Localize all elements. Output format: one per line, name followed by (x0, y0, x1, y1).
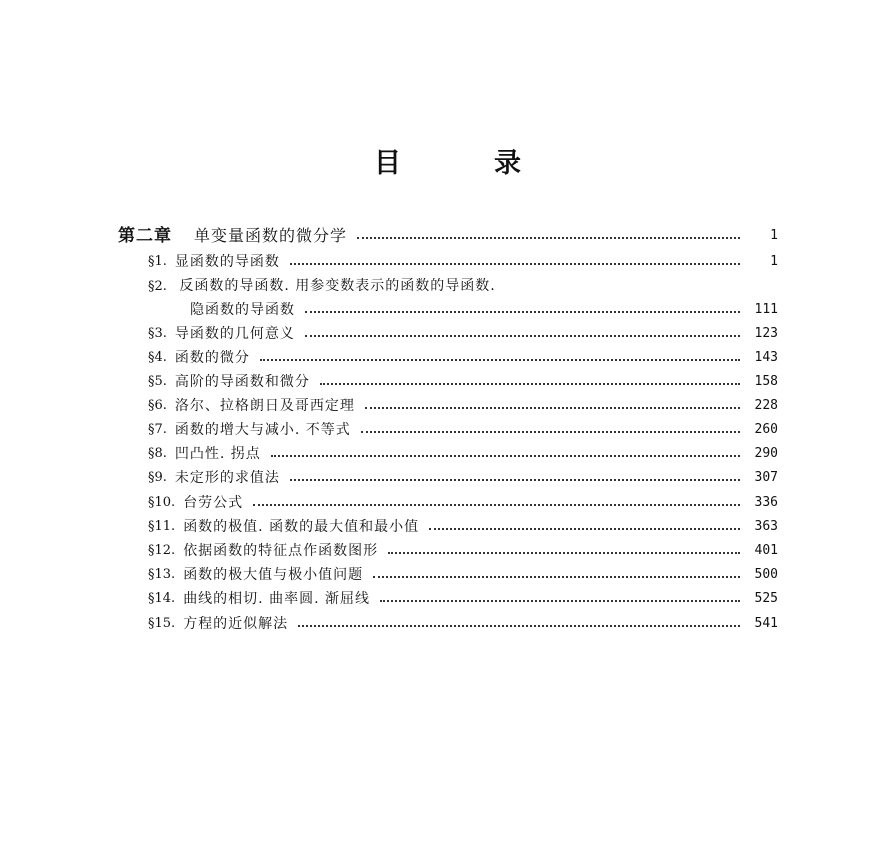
toc-entry[interactable] (0, 274, 870, 298)
dot-leader (253, 504, 740, 506)
section-title: 方程的近似解法 (183, 616, 289, 632)
dot-leader (380, 600, 740, 602)
section-number: §2. (148, 279, 167, 294)
section-title: 函数的增大与减小. 不等式 (174, 422, 351, 438)
section-page: 228 (754, 398, 778, 413)
toc-entry[interactable] (0, 587, 870, 611)
section-title: 曲线的相切. 曲率圆. 渐屈线 (183, 591, 370, 607)
section-title: 洛尔、拉格朗日及哥西定理 (174, 398, 355, 414)
section-page: 307 (754, 470, 778, 485)
section-number: §12. (148, 543, 176, 558)
section-number: §8. (148, 446, 167, 461)
section-page: 123 (754, 326, 778, 341)
toc-entry[interactable] (0, 515, 870, 539)
toc-entry[interactable] (0, 539, 870, 563)
dot-leader (290, 479, 740, 481)
dot-leader (388, 552, 740, 554)
dot-leader (305, 311, 740, 313)
section-title: 凹凸性. 拐点 (174, 446, 261, 462)
section-title-continued: 隐函数的导函数 (190, 302, 295, 318)
section-page: 336 (754, 495, 778, 510)
toc-entry[interactable] (0, 394, 870, 418)
section-number: §6. (148, 398, 167, 413)
toc-entry[interactable] (0, 612, 870, 636)
page-title (0, 148, 870, 188)
dot-leader (271, 455, 740, 457)
section-title: 高阶的导函数和微分 (174, 374, 310, 390)
toc-entry[interactable] (0, 346, 870, 370)
dot-leader (290, 263, 740, 265)
dot-leader (320, 383, 740, 385)
section-title: 显函数的导函数 (174, 254, 280, 270)
section-page: 525 (754, 591, 778, 606)
section-page: 1 (770, 254, 778, 269)
section-title: 台劳公式 (183, 495, 244, 511)
section-title: 函数的极值. 函数的最大值和最小值 (183, 519, 420, 535)
section-number: §7. (148, 422, 167, 437)
section-number: §9. (148, 470, 167, 485)
section-title: 未定形的求值法 (174, 470, 280, 486)
toc-entry[interactable] (0, 322, 870, 346)
section-number: §10. (148, 495, 176, 510)
chapter-number: 第二章 (118, 226, 172, 246)
toc-entry[interactable] (0, 370, 870, 394)
dot-leader (298, 625, 740, 627)
section-page: 111 (754, 302, 778, 317)
toc-chapter-row[interactable] (0, 224, 870, 248)
dot-leader (260, 359, 740, 361)
section-number: §11. (148, 519, 176, 534)
toc-entry[interactable] (0, 250, 870, 274)
toc-entry[interactable] (0, 563, 870, 587)
section-title: 依据函数的特征点作函数图形 (183, 543, 379, 559)
section-title: 函数的极大值与极小值问题 (183, 567, 364, 583)
chapter-title: 单变量函数的微分学 (194, 226, 348, 245)
section-page: 158 (754, 374, 778, 389)
toc-entry[interactable] (0, 418, 870, 442)
section-number: §4. (148, 350, 167, 365)
dot-leader (429, 528, 740, 530)
toc-entry[interactable] (0, 466, 870, 490)
section-number: §3. (148, 326, 167, 341)
section-page: 260 (754, 422, 778, 437)
section-number: §14. (148, 591, 176, 606)
section-page: 363 (754, 519, 778, 534)
dot-leader (361, 431, 740, 433)
section-page: 401 (754, 543, 778, 558)
dot-leader (365, 407, 740, 409)
section-number: §15. (148, 616, 176, 631)
section-title: 反函数的导函数. 用参变数表示的函数的导函数. (179, 278, 496, 294)
section-number: §5. (148, 374, 167, 389)
section-title: 函数的微分 (174, 350, 250, 366)
dot-leader (357, 237, 740, 239)
section-page: 290 (754, 446, 778, 461)
section-number: §1. (148, 254, 167, 269)
toc-entry[interactable] (0, 491, 870, 515)
page-title-char-1: 目 (374, 148, 401, 179)
toc-entry[interactable] (0, 442, 870, 466)
section-title: 导函数的几何意义 (174, 326, 295, 342)
chapter-page: 1 (770, 228, 778, 243)
dot-leader (373, 576, 740, 578)
dot-leader (305, 335, 740, 337)
section-page: 500 (754, 567, 778, 582)
section-number: §13. (148, 567, 176, 582)
toc-entry-continuation[interactable] (0, 298, 870, 322)
page-title-char-2: 录 (494, 148, 521, 179)
section-page: 143 (754, 350, 778, 365)
section-page: 541 (754, 616, 778, 631)
